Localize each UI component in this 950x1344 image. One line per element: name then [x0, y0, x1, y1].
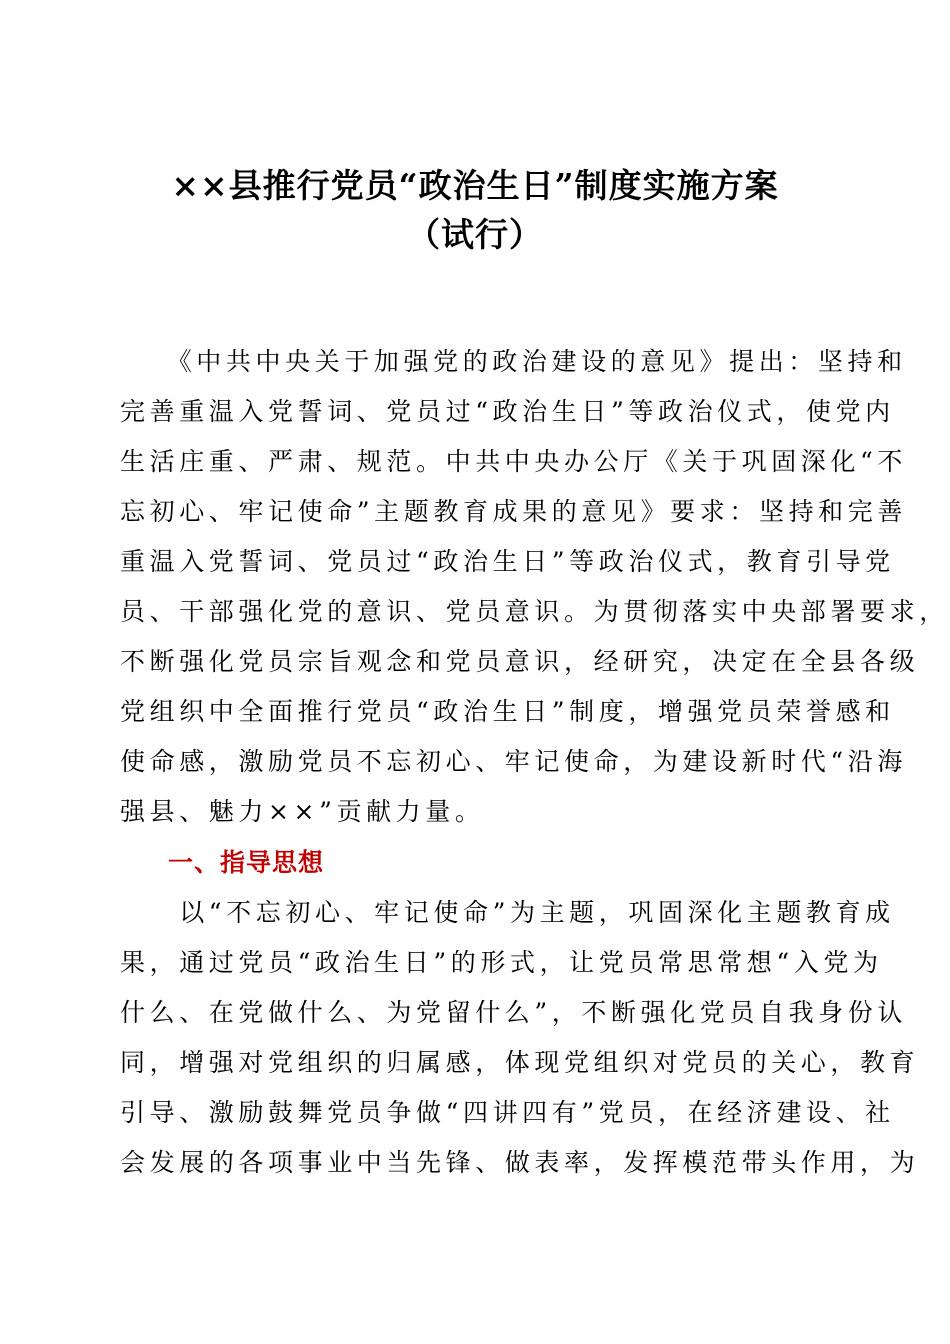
paragraph-line: 引导、激励鼓舞党员争做“四讲四有”党员，在经济建设、社: [120, 1098, 895, 1127]
paragraph-line: 生活庄重、严肃、规范。中共中央办公厅《关于巩固深化“不: [120, 447, 907, 476]
paragraph-line: 不断强化党员宗旨观念和党员意识，经研究，决定在全县各级: [120, 647, 920, 676]
intro-paragraph: [120, 337, 949, 837]
paragraph-line: 《中共中央关于加强党的政治建设的意见》提出：坚持和: [120, 347, 907, 376]
document-title: ××县推行党员“政治生日”制度实施方案: [171, 166, 779, 205]
paragraph-line: 完善重温入党誓词、党员过“政治生日”等政治仪式，使党内: [120, 397, 895, 426]
paragraph-line: 忘初心、牢记使命”主题教育成果的意见》要求：坚持和完善: [120, 497, 907, 526]
paragraph-line: 员、干部强化党的意识、党员意识。为贯彻落实中央部署要求，: [120, 597, 949, 626]
section-1-paragraph: [120, 888, 920, 1188]
paragraph-line: 重温入党誓词、党员过“政治生日”等政治仪式，教育引导党: [120, 547, 895, 576]
paragraph-line: 强县、魅力××”贡献力量。: [120, 797, 485, 826]
paragraph-line: 以“不忘初心、牢记使命”为主题，巩固深化主题教育成: [120, 898, 895, 927]
paragraph-line: 使命感，激励党员不忘初心、牢记使命，为建设新时代“沿海: [120, 747, 907, 776]
paragraph-line: 会发展的各项事业中当先锋、做表率，发挥模范带头作用，为: [120, 1148, 920, 1177]
document-subtitle: （试行）: [407, 215, 543, 254]
paragraph-line: 党组织中全面推行党员“政治生日”制度，增强党员荣誉感和: [120, 697, 895, 726]
section-heading-guiding-ideology: 一、指导思想: [168, 848, 325, 877]
paragraph-line: 同，增强对党组织的归属感，体现党组织对党员的关心，教育: [120, 1048, 920, 1077]
paragraph-line: 什么、在党做什么、为党留什么”，不断强化党员自我身份认: [120, 998, 907, 1027]
paragraph-line: 果，通过党员“政治生日”的形式，让党员常思常想“入党为: [120, 948, 883, 977]
